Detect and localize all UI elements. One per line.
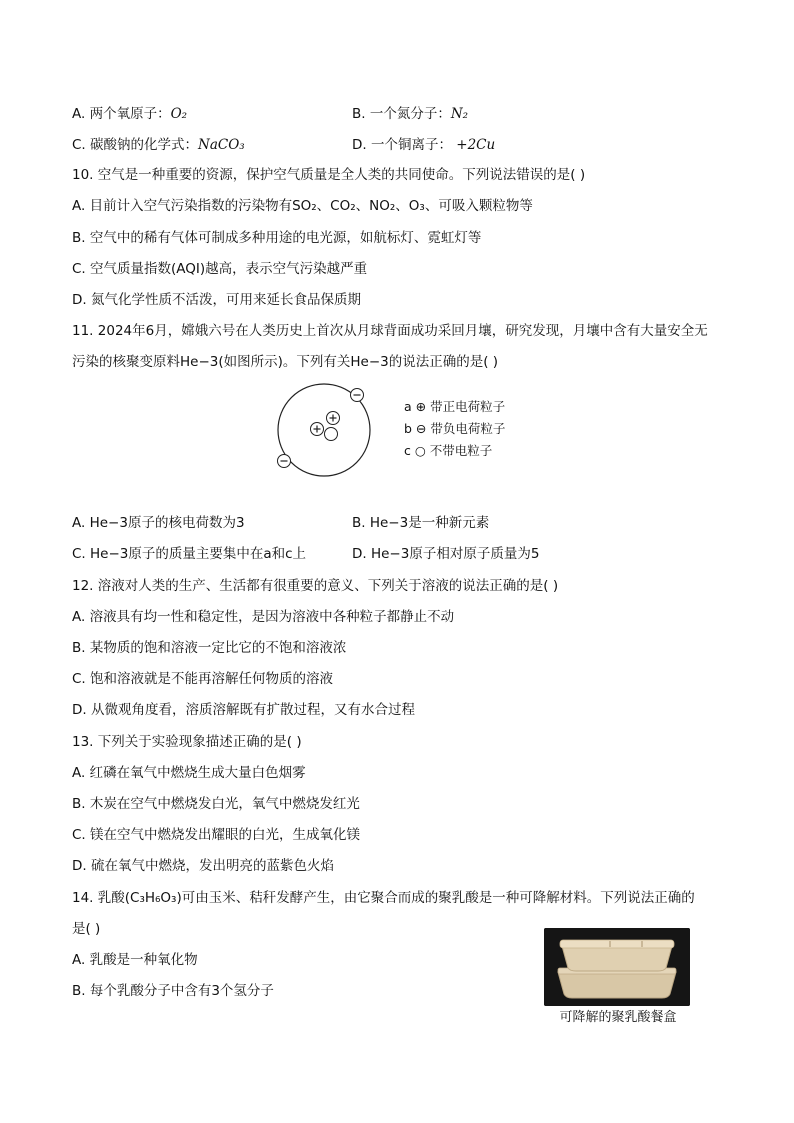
q14-stem-line2: 是( )	[72, 921, 101, 937]
q11-option-a: A. He−3原子的核电荷数为3	[72, 515, 245, 531]
q13-option-a: A. 红磷在氧气中燃烧生成大量白色烟雾	[72, 765, 306, 781]
food-container-image	[544, 928, 690, 1006]
q10-option-c: C. 空气质量指数(AQI)越高，表示空气污染越严重	[72, 261, 368, 277]
q9-option-b: B. 一个氮分子：N₂	[352, 106, 469, 122]
q13-stem: 13. 下列关于实验现象描述正确的是( )	[72, 734, 302, 750]
photo-caption: 可降解的聚乳酸餐盒	[559, 1010, 677, 1025]
q11-stem-line1: 11. 2024年6月，嫦娥六号在人类历史上首次从月球背面成功采回月壤，研究发现，月壤中含有大量安全无	[72, 323, 708, 339]
q11-option-d: D. He−3原子相对原子质量为5	[352, 546, 540, 562]
q10-option-b: B. 空气中的稀有气体可制成多种用途的电光源，如航标灯、霓虹灯等	[72, 230, 482, 246]
q11-stem-line2: 污染的核聚变原料He−3(如图所示)。下列有关He−3的说法正确的是( )	[72, 354, 499, 370]
q14-option-b: B. 每个乳酸分子中含有3个氢分子	[72, 983, 274, 999]
q10-option-a: A. 目前计入空气污染指数的污染物有SO₂、CO₂、NO₂、O₃、可吸入颗粒物等	[72, 198, 533, 214]
q12-option-c: C. 饱和溶液就是不能再溶解任何物质的溶液	[72, 671, 334, 687]
q12-option-b: B. 某物质的饱和溶液一定比它的不饱和溶液浓	[72, 640, 347, 656]
q14-option-a: A. 乳酸是一种氧化物	[72, 952, 198, 968]
proton-1	[327, 412, 340, 425]
q13-option-b: B. 木炭在空气中燃烧发白光，氧气中燃烧发红光	[72, 796, 360, 812]
electron-top	[351, 389, 364, 402]
pla-container-photo	[544, 928, 690, 1006]
q9-option-a: A. 两个氧原子：O₂	[72, 106, 188, 122]
legend-positive: a ⊕ 带正电荷粒子	[404, 399, 506, 414]
proton-2	[311, 423, 324, 436]
q12-stem: 12. 溶液对人类的生产、生活都有很重要的意义、下列关于溶液的说法正确的是( )	[72, 578, 559, 594]
electron-bottom	[278, 455, 291, 468]
q9-option-c: C. 碳酸钠的化学式：NaCO₃	[72, 137, 245, 153]
q10-stem: 10. 空气是一种重要的资源，保护空气质量是全人类的共同使命。下列说法错误的是( )	[72, 167, 586, 183]
q9-option-d: D. 一个铜离子： +2Cu	[352, 137, 496, 153]
q11-option-c: C. He−3原子的质量主要集中在a和c上	[72, 546, 307, 562]
neutron	[325, 428, 338, 441]
q14-stem-line1: 14. 乳酸(C₃H₆O₃)可由玉米、秸秆发酵产生，由它聚合而成的聚乳酸是一种可降解材料。下列说法正确的	[72, 890, 695, 906]
legend-negative: b ⊖ 带负电荷粒子	[404, 421, 506, 436]
legend-neutral: c ○ 不带电粒子	[404, 443, 493, 458]
q11-option-b: B. He−3是一种新元素	[352, 515, 490, 531]
q12-option-a: A. 溶液具有均一性和稳定性，是因为溶液中各种粒子都静止不动	[72, 609, 455, 625]
he3-atom-diagram	[268, 382, 524, 478]
q13-option-c: C. 镁在空气中燃烧发出耀眼的白光，生成氧化镁	[72, 827, 361, 843]
q13-option-d: D. 硫在氧气中燃烧，发出明亮的蓝紫色火焰	[72, 858, 334, 874]
q12-option-d: D. 从微观角度看，溶质溶解既有扩散过程，又有水合过程	[72, 702, 415, 718]
q10-option-d: D. 氮气化学性质不活泼，可用来延长食品保质期	[72, 292, 361, 308]
